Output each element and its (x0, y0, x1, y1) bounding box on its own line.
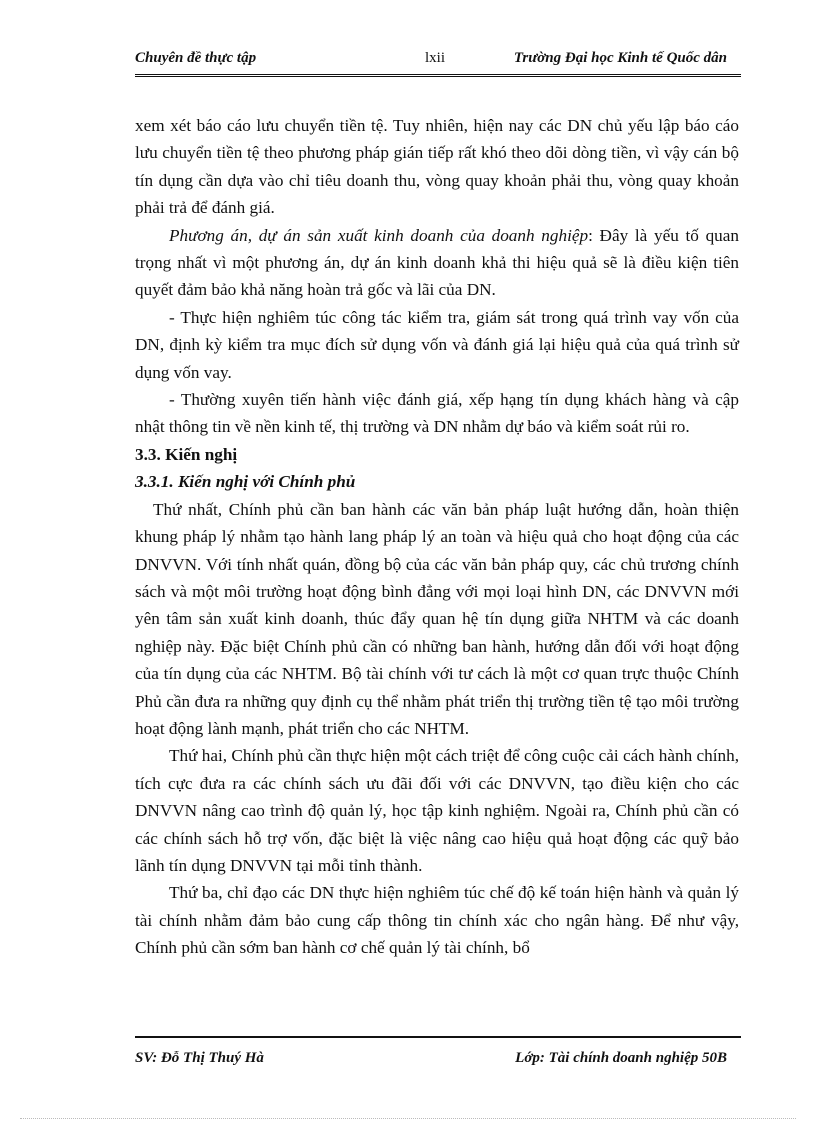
document-body (135, 112, 739, 962)
paragraph-second: Thứ hai, Chính phủ cần thực hiện một cách triệt để công cuộc cải cách hành chính, tích cực đưa ra các chính sách ưu đãi đối với các DNVVN, tạo điều kiện cho các DNVVN nâng cao trình độ quản lý, học tập kinh nghiệm. Ngoài ra, Chính phủ cần có các chính sách hỗ trợ vốn, đặc biệt là việc nâng cao hiệu quả hoạt động các quỹ bảo lãnh tín dụng DNVVN tại mỗi tỉnh thành. (135, 746, 739, 875)
section-heading: 3.3. Kiến nghị (135, 444, 238, 464)
paragraph-business-plan-term: Phương án, dự án sản xuất kinh doanh của doanh nghiệp (169, 225, 589, 245)
footer-student: SV: Đỗ Thị Thuý Hà (135, 1050, 264, 1066)
paragraph-cash-flow: xem xét báo cáo lưu chuyển tiền tệ. Tuy nhiên, hiện nay các DN chủ yếu lập báo cáo lưu chuyển tiền tệ theo phương pháp gián tiếp rất khó theo dõi dòng tiền, vì vậy cán bộ tín dụng cần dựa vào chỉ tiêu doanh thu, vòng quay khoản phải thu, vòng quay khoản phải trả để đánh giá. (135, 116, 739, 218)
paragraph-first: Thứ nhất, Chính phủ cần ban hành các văn bản pháp luật hướng dẫn, hoàn thiện khung pháp lý nhằm tạo hành lang pháp lý an toàn và hiệu quả cho hoạt động của các DNVVN. Với tính nhất quán, đồng bộ của các văn bản pháp quy, các chủ trương chính sách và một môi trường hoạt động bình đẳng với mọi loại hình DN, các DNVVN mới yên tâm sản xuất kinh doanh, thúc đẩy quan hệ tín dụng giữa NHTM và các doanh nghiệp này. Đặc biệt Chính phủ cần có những ban hành, hướng dẫn đối với hoạt động của tín dụng của các NHTM. Bộ tài chính với tư cách là một cơ quan trực thuộc Chính Phủ cần đưa ra những quy định cụ thể nhằm phát triển thị trường tiền tệ tạo môi trường hoạt động lành mạnh, phát triển cho các NHTM. (135, 499, 739, 738)
paragraph-inspection: - Thực hiện nghiêm túc công tác kiểm tra, giám sát trong quá trình vay vốn của DN, định kỳ kiểm tra mục đích sử dụng vốn và đánh giá lại hiệu quả của quá trình sử dụng vốn vay. (135, 307, 739, 382)
subsection-heading: 3.3.1. Kiến nghị với Chính phủ (135, 472, 356, 492)
page-header (135, 46, 741, 77)
header-document-type: Chuyên đề thực tập (135, 50, 257, 66)
paragraph-credit-rating: - Thường xuyên tiến hành việc đánh giá, xếp hạng tín dụng khách hàng và cập nhật thông tin về nền kinh tế, thị trường và DN nhằm dự báo và kiểm soát rủi ro. (135, 390, 739, 437)
page-bottom-divider (20, 1118, 796, 1119)
header-university: Trường Đại học Kinh tế Quốc dân (513, 50, 727, 66)
paragraph-third: Thứ ba, chỉ đạo các DN thực hiện nghiêm túc chế độ kế toán hiện hành và quản lý tài chính nhằm đảm bảo cung cấp thông tin chính xác cho ngân hàng. Để như vậy, Chính phủ cần sớm ban hành cơ chế quản lý tài chính, bổ (135, 883, 739, 958)
paragraph-business-plan-text: : Đây là yếu tố quan trọng nhất vì một phương án, dự án kinh doanh khả thi hiệu quả sẽ là điều kiện tiên quyết đảm bảo khả năng hoàn trả gốc và lãi của DN. (135, 225, 739, 300)
paragraph-business-plan (135, 222, 739, 304)
footer-class: Lớp: Tài chính doanh nghiệp 50B (515, 1050, 727, 1066)
header-page-number: lxii (425, 50, 446, 66)
page-footer (135, 1036, 741, 1078)
